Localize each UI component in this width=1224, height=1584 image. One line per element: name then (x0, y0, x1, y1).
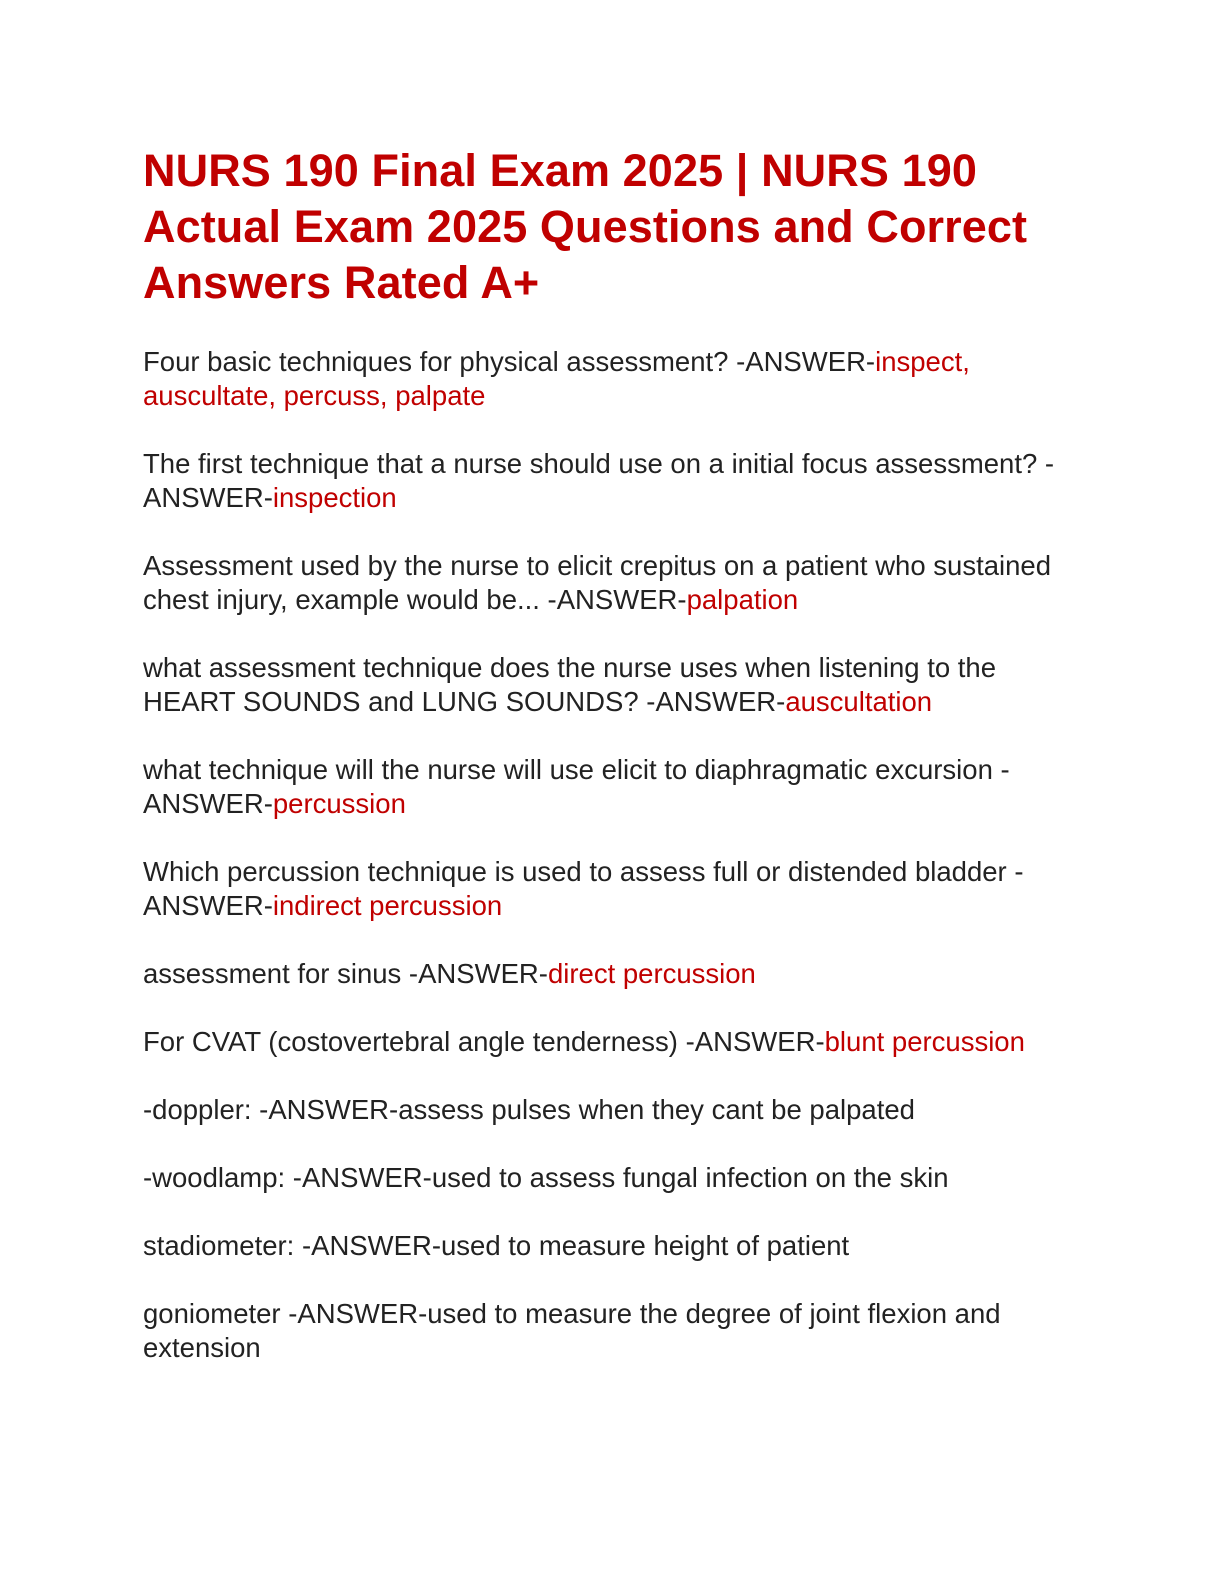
answer-text: blunt percussion (824, 1026, 1025, 1057)
question-text: Which percussion technique is used to assess full or distended bladder -ANSWER- (143, 856, 1024, 921)
answer-text: inspect, auscultate, percuss, palpate (143, 346, 970, 411)
answer-text: used to assess fungal infection on the skin (431, 1162, 949, 1193)
question-text: stadiometer: -ANSWER- (143, 1230, 441, 1261)
qa-item (143, 1229, 1083, 1263)
answer-text: auscultation (785, 686, 933, 717)
question-text: goniometer -ANSWER- (143, 1298, 428, 1329)
question-text: what assessment technique does the nurse uses when listening to the HEART SOUNDS and LUNG SOUNDS? -ANSWER- (143, 652, 997, 717)
question-text: Four basic techniques for physical assessment? -ANSWER- (143, 346, 876, 377)
question-text: For CVAT (costovertebral angle tenderness) -ANSWER- (143, 1026, 825, 1057)
question-text: what technique will the nurse will use elicit to diaphragmatic excursion -ANSWER- (143, 754, 1010, 819)
answer-text: inspection (272, 482, 397, 513)
answer-text: used to measure the degree of joint flexion and extension (143, 1298, 1001, 1363)
question-text: assessment for sinus -ANSWER- (143, 958, 548, 989)
qa-item (143, 855, 1083, 923)
qa-item (143, 1093, 1083, 1127)
qa-item (143, 447, 1083, 515)
answer-text: direct percussion (547, 958, 756, 989)
qa-item (143, 753, 1083, 821)
qa-item (143, 1025, 1083, 1059)
qa-item (143, 549, 1083, 617)
document-title: NURS 190 Final Exam 2025 | NURS 190 Actual Exam 2025 Questions and Correct Answers Rated A+ (143, 145, 1028, 308)
qa-item (143, 1161, 1083, 1195)
qa-item (143, 957, 1083, 991)
answer-text: assess pulses when they cant be palpated (398, 1094, 915, 1125)
question-text: The first technique that a nurse should use on a initial focus assessment? -ANSWER- (143, 448, 1055, 513)
answer-text: indirect percussion (272, 890, 503, 921)
document-page (143, 143, 1083, 1399)
qa-item (143, 651, 1083, 719)
qa-item (143, 1297, 1083, 1365)
qa-item (143, 345, 1083, 413)
question-text: Assessment used by the nurse to elicit crepitus on a patient who sustained chest injury, example would be... -ANSWER- (143, 550, 1052, 615)
question-text: -woodlamp: -ANSWER- (143, 1162, 432, 1193)
question-text: -doppler: -ANSWER- (143, 1094, 399, 1125)
answer-text: palpation (686, 584, 799, 615)
answer-text: percussion (272, 788, 406, 819)
answer-text: used to measure height of patient (440, 1230, 850, 1261)
